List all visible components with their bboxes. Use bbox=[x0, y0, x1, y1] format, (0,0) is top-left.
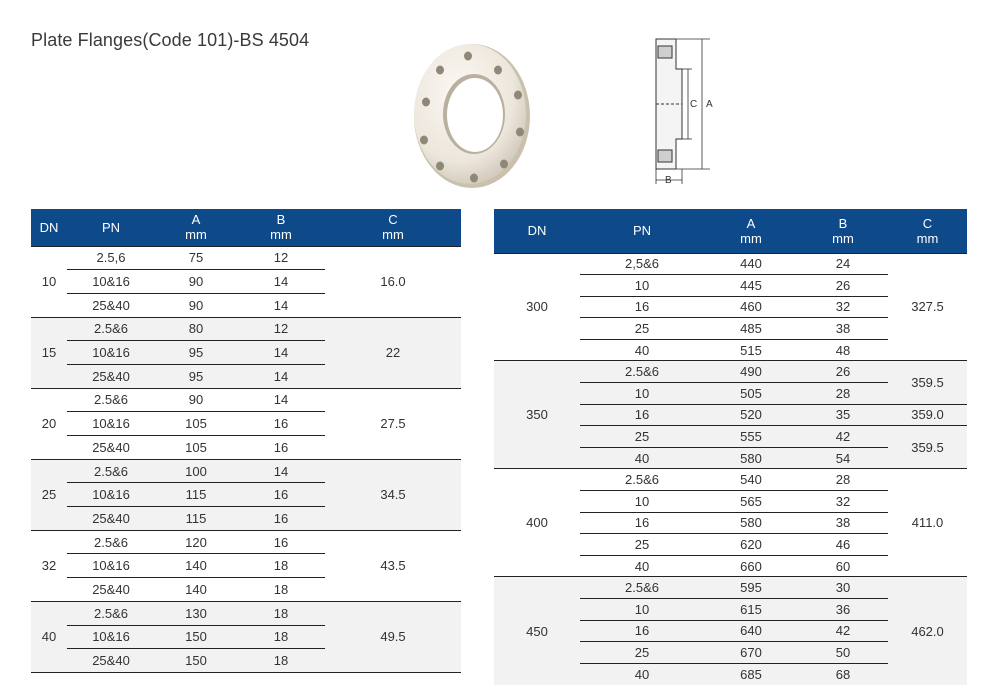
header-b bbox=[237, 209, 325, 246]
b-cell: 14 bbox=[237, 293, 325, 317]
a-cell: 485 bbox=[704, 318, 798, 340]
header-c bbox=[888, 209, 967, 253]
header-c-label: C bbox=[922, 215, 933, 231]
header-a-label: A bbox=[191, 212, 201, 228]
c-cell: 359.5 bbox=[888, 426, 967, 469]
header-b bbox=[798, 209, 888, 253]
a-cell: 555 bbox=[704, 426, 798, 448]
pn-cell: 10&16 bbox=[67, 270, 155, 294]
pn-cell: 10 bbox=[580, 383, 704, 405]
a-cell: 95 bbox=[155, 364, 237, 388]
pn-cell: 2.5,6 bbox=[67, 246, 155, 270]
pn-cell: 40 bbox=[580, 555, 704, 577]
b-cell: 18 bbox=[237, 601, 325, 625]
a-cell: 565 bbox=[704, 491, 798, 513]
c-cell: 359.0 bbox=[888, 404, 967, 426]
a-cell: 115 bbox=[155, 507, 237, 531]
c-cell: 49.5 bbox=[325, 601, 461, 672]
pn-cell: 10&16 bbox=[67, 412, 155, 436]
a-cell: 105 bbox=[155, 436, 237, 460]
a-cell: 130 bbox=[155, 601, 237, 625]
pn-cell: 2.5&6 bbox=[580, 361, 704, 383]
pn-cell: 16 bbox=[580, 512, 704, 534]
pn-cell: 40 bbox=[580, 447, 704, 469]
a-cell: 445 bbox=[704, 275, 798, 297]
b-cell: 16 bbox=[237, 483, 325, 507]
pn-cell: 10&16 bbox=[67, 554, 155, 578]
flange-photo bbox=[400, 40, 540, 190]
a-cell: 90 bbox=[155, 388, 237, 412]
header-a-label: A bbox=[746, 215, 756, 231]
a-cell: 140 bbox=[155, 554, 237, 578]
a-cell: 115 bbox=[155, 483, 237, 507]
b-cell: 60 bbox=[798, 555, 888, 577]
a-cell: 595 bbox=[704, 577, 798, 599]
b-cell: 46 bbox=[798, 534, 888, 556]
pn-cell: 40 bbox=[580, 339, 704, 361]
pn-cell: 10&16 bbox=[67, 625, 155, 649]
dim-label-c: C bbox=[690, 99, 698, 110]
a-cell: 640 bbox=[704, 620, 798, 642]
a-cell: 75 bbox=[155, 246, 237, 270]
dim-label-a: A bbox=[706, 99, 713, 110]
b-cell: 38 bbox=[798, 512, 888, 534]
pn-cell: 10 bbox=[580, 491, 704, 513]
header-b-label: B bbox=[838, 215, 848, 231]
dn-cell: 15 bbox=[31, 317, 67, 388]
header-b-unit: mm bbox=[832, 230, 854, 246]
a-cell: 580 bbox=[704, 512, 798, 534]
pn-cell: 25&40 bbox=[67, 364, 155, 388]
pn-cell: 10&16 bbox=[67, 483, 155, 507]
pn-cell: 16 bbox=[580, 620, 704, 642]
c-cell: 22 bbox=[325, 317, 461, 388]
table-row bbox=[31, 388, 461, 412]
a-cell: 490 bbox=[704, 361, 798, 383]
a-cell: 90 bbox=[155, 293, 237, 317]
c-cell: 16.0 bbox=[325, 246, 461, 317]
pn-cell: 25 bbox=[580, 318, 704, 340]
a-cell: 670 bbox=[704, 642, 798, 664]
c-cell: 462.0 bbox=[888, 577, 967, 685]
flange-section-diagram bbox=[640, 34, 730, 186]
b-cell: 14 bbox=[237, 341, 325, 365]
header-pn: PN bbox=[580, 209, 704, 253]
header-c-unit: mm bbox=[382, 227, 404, 243]
b-cell: 42 bbox=[798, 620, 888, 642]
pn-cell: 25&40 bbox=[67, 293, 155, 317]
pn-cell: 16 bbox=[580, 404, 704, 426]
b-cell: 14 bbox=[237, 270, 325, 294]
pn-cell: 25&40 bbox=[67, 436, 155, 460]
header-c bbox=[325, 209, 461, 246]
a-cell: 505 bbox=[704, 383, 798, 405]
b-cell: 68 bbox=[798, 663, 888, 685]
c-cell: 327.5 bbox=[888, 253, 967, 361]
b-cell: 38 bbox=[798, 318, 888, 340]
flange-table-left bbox=[31, 209, 461, 673]
a-cell: 120 bbox=[155, 530, 237, 554]
a-cell: 515 bbox=[704, 339, 798, 361]
table-row bbox=[494, 577, 967, 599]
dn-cell: 32 bbox=[31, 530, 67, 601]
a-cell: 150 bbox=[155, 649, 237, 673]
b-cell: 26 bbox=[798, 275, 888, 297]
pn-cell: 25&40 bbox=[67, 578, 155, 602]
table-header-row bbox=[494, 209, 967, 253]
a-cell: 440 bbox=[704, 253, 798, 275]
pn-cell: 10 bbox=[580, 275, 704, 297]
pn-cell: 25 bbox=[580, 642, 704, 664]
table-row bbox=[494, 469, 967, 491]
table-row bbox=[494, 253, 967, 275]
table-row bbox=[494, 361, 967, 383]
pn-cell: 2.5&6 bbox=[580, 577, 704, 599]
a-cell: 100 bbox=[155, 459, 237, 483]
dn-cell: 450 bbox=[494, 577, 580, 685]
dn-cell: 10 bbox=[31, 246, 67, 317]
header-b-unit: mm bbox=[270, 227, 292, 243]
b-cell: 54 bbox=[798, 447, 888, 469]
b-cell: 18 bbox=[237, 578, 325, 602]
a-cell: 90 bbox=[155, 270, 237, 294]
b-cell: 18 bbox=[237, 649, 325, 673]
a-cell: 540 bbox=[704, 469, 798, 491]
pn-cell: 2,5&6 bbox=[580, 253, 704, 275]
header-a bbox=[155, 209, 237, 246]
pn-cell: 16 bbox=[580, 296, 704, 318]
a-cell: 520 bbox=[704, 404, 798, 426]
dim-label-b: B bbox=[665, 175, 672, 186]
pn-cell: 2.5&6 bbox=[67, 601, 155, 625]
b-cell: 24 bbox=[798, 253, 888, 275]
header-c-label: C bbox=[388, 212, 398, 228]
pn-cell: 25 bbox=[580, 426, 704, 448]
pn-cell: 40 bbox=[580, 663, 704, 685]
header-a-unit: mm bbox=[185, 227, 207, 243]
a-cell: 615 bbox=[704, 599, 798, 621]
dn-cell: 300 bbox=[494, 253, 580, 361]
b-cell: 18 bbox=[237, 625, 325, 649]
table-header-row bbox=[31, 209, 461, 246]
c-cell: 34.5 bbox=[325, 459, 461, 530]
pn-cell: 10&16 bbox=[67, 341, 155, 365]
pn-cell: 25&40 bbox=[67, 649, 155, 673]
a-cell: 660 bbox=[704, 555, 798, 577]
b-cell: 14 bbox=[237, 364, 325, 388]
table-row bbox=[31, 317, 461, 341]
header-dn: DN bbox=[31, 209, 67, 246]
a-cell: 460 bbox=[704, 296, 798, 318]
pn-cell: 2.5&6 bbox=[67, 459, 155, 483]
flange-table-right bbox=[494, 209, 967, 685]
b-cell: 16 bbox=[237, 530, 325, 554]
c-cell: 411.0 bbox=[888, 469, 967, 577]
b-cell: 16 bbox=[237, 507, 325, 531]
a-cell: 620 bbox=[704, 534, 798, 556]
dn-cell: 25 bbox=[31, 459, 67, 530]
a-cell: 140 bbox=[155, 578, 237, 602]
b-cell: 35 bbox=[798, 404, 888, 426]
b-cell: 14 bbox=[237, 388, 325, 412]
pn-cell: 2.5&6 bbox=[67, 530, 155, 554]
a-cell: 150 bbox=[155, 625, 237, 649]
pn-cell: 25&40 bbox=[67, 507, 155, 531]
header-a-unit: mm bbox=[740, 230, 762, 246]
b-cell: 32 bbox=[798, 296, 888, 318]
b-cell: 26 bbox=[798, 361, 888, 383]
table-row bbox=[31, 246, 461, 270]
c-cell: 27.5 bbox=[325, 388, 461, 459]
a-cell: 80 bbox=[155, 317, 237, 341]
b-cell: 28 bbox=[798, 469, 888, 491]
table-row bbox=[31, 530, 461, 554]
dn-cell: 40 bbox=[31, 601, 67, 672]
header-a bbox=[704, 209, 798, 253]
b-cell: 50 bbox=[798, 642, 888, 664]
b-cell: 12 bbox=[237, 317, 325, 341]
a-cell: 580 bbox=[704, 447, 798, 469]
table-row bbox=[31, 459, 461, 483]
b-cell: 36 bbox=[798, 599, 888, 621]
table-row bbox=[31, 601, 461, 625]
b-cell: 42 bbox=[798, 426, 888, 448]
c-cell: 43.5 bbox=[325, 530, 461, 601]
dn-cell: 400 bbox=[494, 469, 580, 577]
header-b-label: B bbox=[276, 212, 286, 228]
header-dn: DN bbox=[494, 209, 580, 253]
pn-cell: 10 bbox=[580, 599, 704, 621]
b-cell: 16 bbox=[237, 412, 325, 436]
b-cell: 14 bbox=[237, 459, 325, 483]
dn-cell: 350 bbox=[494, 361, 580, 469]
page-title: Plate Flanges(Code 101)-BS 4504 bbox=[31, 30, 310, 50]
pn-cell: 2.5&6 bbox=[67, 317, 155, 341]
b-cell: 18 bbox=[237, 554, 325, 578]
a-cell: 685 bbox=[704, 663, 798, 685]
a-cell: 105 bbox=[155, 412, 237, 436]
c-cell: 359.5 bbox=[888, 361, 967, 404]
pn-cell: 2.5&6 bbox=[67, 388, 155, 412]
b-cell: 12 bbox=[237, 246, 325, 270]
pn-cell: 2.5&6 bbox=[580, 469, 704, 491]
pn-cell: 25 bbox=[580, 534, 704, 556]
b-cell: 48 bbox=[798, 339, 888, 361]
header-pn: PN bbox=[67, 209, 155, 246]
b-cell: 30 bbox=[798, 577, 888, 599]
b-cell: 16 bbox=[237, 436, 325, 460]
a-cell: 95 bbox=[155, 341, 237, 365]
dn-cell: 20 bbox=[31, 388, 67, 459]
header-c-unit: mm bbox=[916, 230, 939, 246]
b-cell: 32 bbox=[798, 491, 888, 513]
b-cell: 28 bbox=[798, 383, 888, 405]
